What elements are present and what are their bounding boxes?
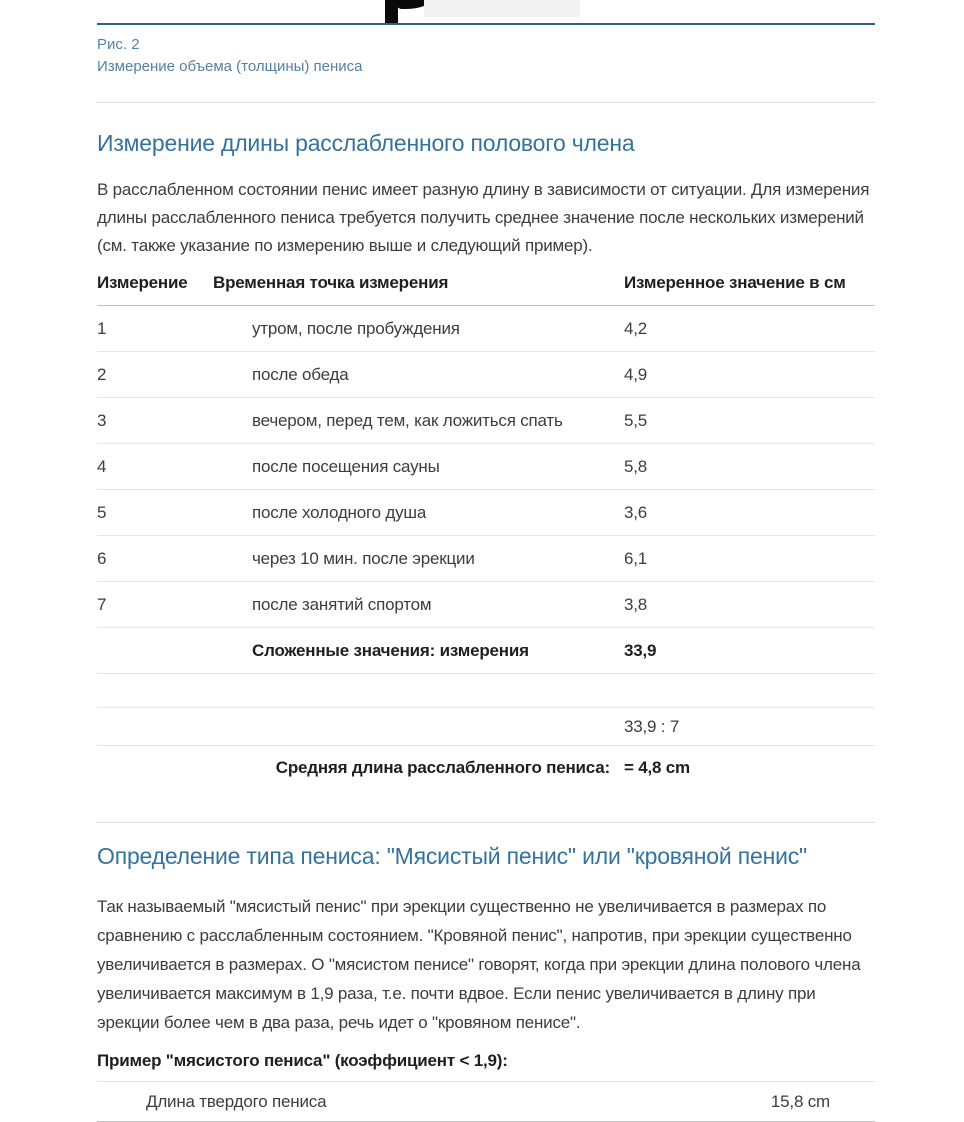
row-timepoint: после занятий спортом [252,594,432,614]
table-header-measurement: Измерение [97,273,188,292]
table-row [97,582,875,628]
sum-label: Сложенные значения: измерения [252,640,529,660]
article-page [97,0,875,1122]
row-value: 6,1 [624,548,648,568]
table-header-row [97,266,875,306]
figure-caption [97,34,875,78]
figure-image-remnant [97,0,875,23]
row-timepoint: после холодного душа [252,502,427,522]
table-row [97,444,875,490]
table-row [97,1082,875,1122]
figure-caption-label: Рис. 2 [97,36,140,53]
row-value: 4,9 [624,364,648,384]
section1-paragraph: В расслабленном состоянии пенис имеет разную длину в зависимости от ситуации. Для измерения длины расслабленного пениса требуется получить среднее значение после нескольких измерений (см. также указание по измерению выше и следующий пример). [97,180,870,255]
section2-paragraph: Так называемый "мясистый пенис" при эрекции существенно не увеличивается в размерах по сравнению с расслабленным состоянием. "Кровяной пенис", напротив, при эрекции существенно увеличивается в размерах. О "мясистом пенисе" говорят, когда при эрекции длина полового члена увеличивается максимум в 1,9 раза, т.е. почти вдвое. Если пенис увеличивается в длину при эрекции более чем в два раза, речь идет о "кровяном пенисе". [97,897,861,1032]
row-timepoint: после посещения сауны [252,456,440,476]
table-row [97,306,875,352]
row-value: 5,5 [624,410,648,430]
row-number: 5 [97,502,107,522]
figure-bottom-rule [97,23,875,25]
figure-caption-text: Измерение объема (толщины) пениса [97,58,363,75]
row-value: 5,8 [624,456,648,476]
row-timepoint: через 10 мин. после эрекции [252,548,475,568]
figure-fragment-background [424,0,580,17]
table-row [97,352,875,398]
sum-value: 33,9 [624,640,657,660]
row-timepoint: вечером, перед тем, как ложиться спать [252,410,563,430]
row-timepoint: после обеда [252,364,349,384]
table-sum-row [97,628,875,674]
section2-heading: Определение типа пениса: "Мясистый пенис" или "кровяной пенис" [97,843,808,869]
section-divider [97,822,875,823]
section1-heading: Измерение длины расслабленного полового члена [97,130,635,156]
average-value: = 4,8 cm [624,757,690,777]
measurement-table [97,266,875,789]
table-empty-row [97,674,875,708]
table-row [97,398,875,444]
table-header-timepoint: Временная точка измерения [213,273,449,292]
row-number: 2 [97,364,107,384]
row-number: 3 [97,410,107,430]
row-value: 4,2 [624,318,648,338]
example-label: Пример "мясистого пениса" (коэффициент < 1,9): [97,1051,508,1070]
example-table [97,1081,875,1122]
figure-fragment-shape [396,0,427,9]
table-row [97,536,875,582]
division-value: 33,9 : 7 [624,716,680,736]
row-number: 1 [97,318,107,338]
row-timepoint: утром, после пробуждения [252,318,460,338]
example-row-label: Длина твердого пениса [146,1091,327,1111]
example-row-value: 15,8 cm [770,1091,830,1111]
table-row [97,490,875,536]
average-label: Средняя длина расслабленного пениса: [275,757,610,777]
table-division-row [97,708,875,746]
row-number: 4 [97,456,107,476]
section-divider [97,102,875,103]
table-average-row [97,746,875,789]
table-header-value: Измеренное значение в см [624,273,846,292]
row-value: 3,6 [624,502,648,522]
row-value: 3,8 [624,594,648,614]
row-number: 6 [97,548,107,568]
row-number: 7 [97,594,107,614]
